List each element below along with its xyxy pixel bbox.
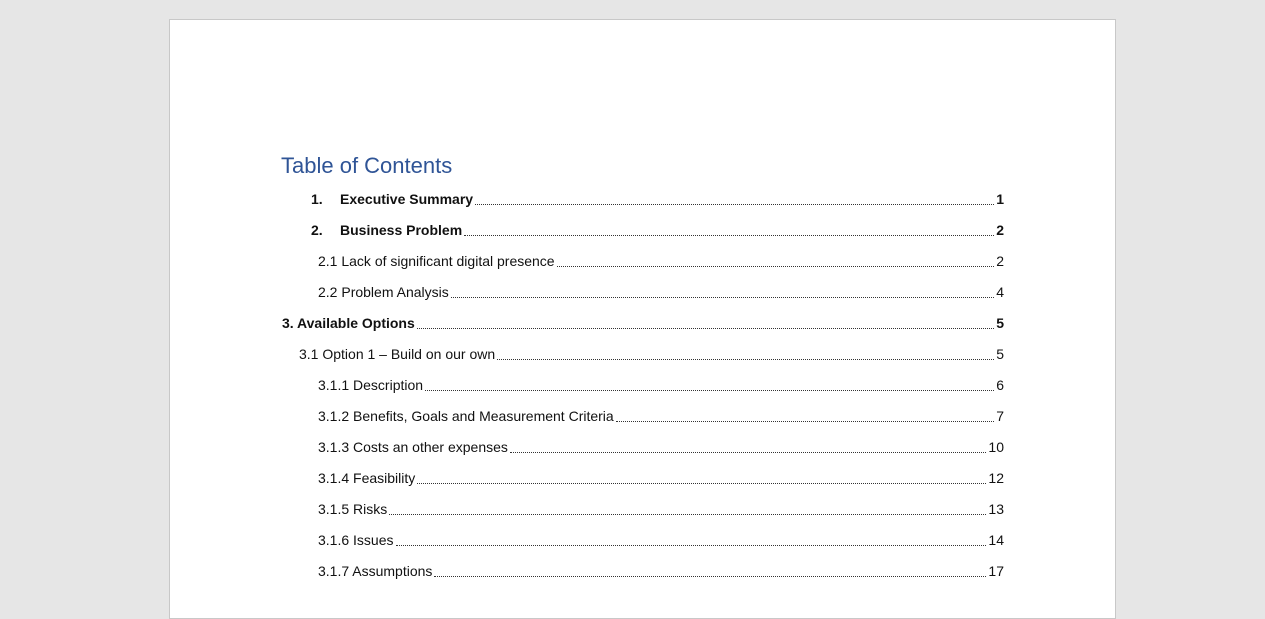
toc-entry-text: 3. Available Options (282, 314, 415, 331)
dot-leader (464, 235, 994, 236)
dot-leader (616, 421, 995, 422)
dot-leader (389, 514, 986, 515)
toc-entry-page: 6 (996, 376, 1004, 393)
toc-entry-costs[interactable] (170, 431, 1115, 462)
toc-entry-benefits[interactable] (170, 400, 1115, 431)
toc-entry-text: 3.1 Option 1 – Build on our own (299, 345, 496, 362)
toc-entry-page: 14 (988, 531, 1004, 548)
toc-entry-feasibility[interactable] (170, 462, 1115, 493)
toc-entry-assumptions[interactable] (170, 555, 1115, 586)
toc-entry-text: 3.1.4 Feasibility (318, 469, 416, 486)
toc-entry-business-problem[interactable] (170, 214, 1115, 245)
toc-entry-page: 7 (996, 407, 1004, 424)
toc-entry-page: 5 (996, 314, 1004, 331)
dot-leader (417, 483, 986, 484)
toc-entry-page: 2 (996, 221, 1004, 238)
toc-entry-page: 10 (988, 438, 1004, 455)
toc-entry-page: 12 (988, 469, 1004, 486)
dot-leader (557, 266, 995, 267)
toc-entry-page: 4 (996, 283, 1004, 300)
toc-entry-lack-of-digital-presence[interactable] (170, 245, 1115, 276)
dot-leader (396, 545, 987, 546)
toc-entry-description[interactable] (170, 369, 1115, 400)
dot-leader (475, 204, 994, 205)
toc-entry-problem-analysis[interactable] (170, 276, 1115, 307)
toc-entry-text: 3.1.6 Issues (318, 531, 394, 548)
toc-entry-executive-summary[interactable] (170, 183, 1115, 214)
toc-entry-text: 3.1.5 Risks (318, 500, 388, 517)
toc-entry-text: 3.1.3 Costs an other expenses (318, 438, 508, 455)
toc-entry-text: 3.1.7 Assumptions (318, 562, 433, 579)
dot-leader (417, 328, 994, 329)
dot-leader (425, 390, 994, 391)
toc-entry-number: 2. (311, 221, 323, 238)
toc-entry-page: 1 (996, 190, 1004, 207)
dot-leader (497, 359, 994, 360)
toc-entry-text: 2.2 Problem Analysis (318, 283, 449, 300)
toc-heading: Table of Contents (281, 153, 453, 178)
toc-list (170, 183, 1115, 586)
toc-entry-risks[interactable] (170, 493, 1115, 524)
toc-entry-text: Executive Summary (340, 190, 474, 207)
dot-leader (510, 452, 987, 453)
toc-entry-number: 1. (311, 190, 323, 207)
toc-entry-option-1[interactable] (170, 338, 1115, 369)
toc-entry-text: Business Problem (340, 221, 463, 238)
toc-entry-text: 3.1.1 Description (318, 376, 424, 393)
dot-leader (451, 297, 994, 298)
toc-entry-page: 13 (988, 500, 1004, 517)
toc-entry-issues[interactable] (170, 524, 1115, 555)
toc-entry-page: 17 (988, 562, 1004, 579)
toc-entry-available-options[interactable] (170, 307, 1115, 338)
document-page (169, 19, 1116, 619)
toc-entry-text: 2.1 Lack of significant digital presence (318, 252, 555, 269)
toc-entry-text: 3.1.2 Benefits, Goals and Measurement Criteria (318, 407, 614, 424)
toc-entry-page: 5 (996, 345, 1004, 362)
toc-entry-page: 2 (996, 252, 1004, 269)
